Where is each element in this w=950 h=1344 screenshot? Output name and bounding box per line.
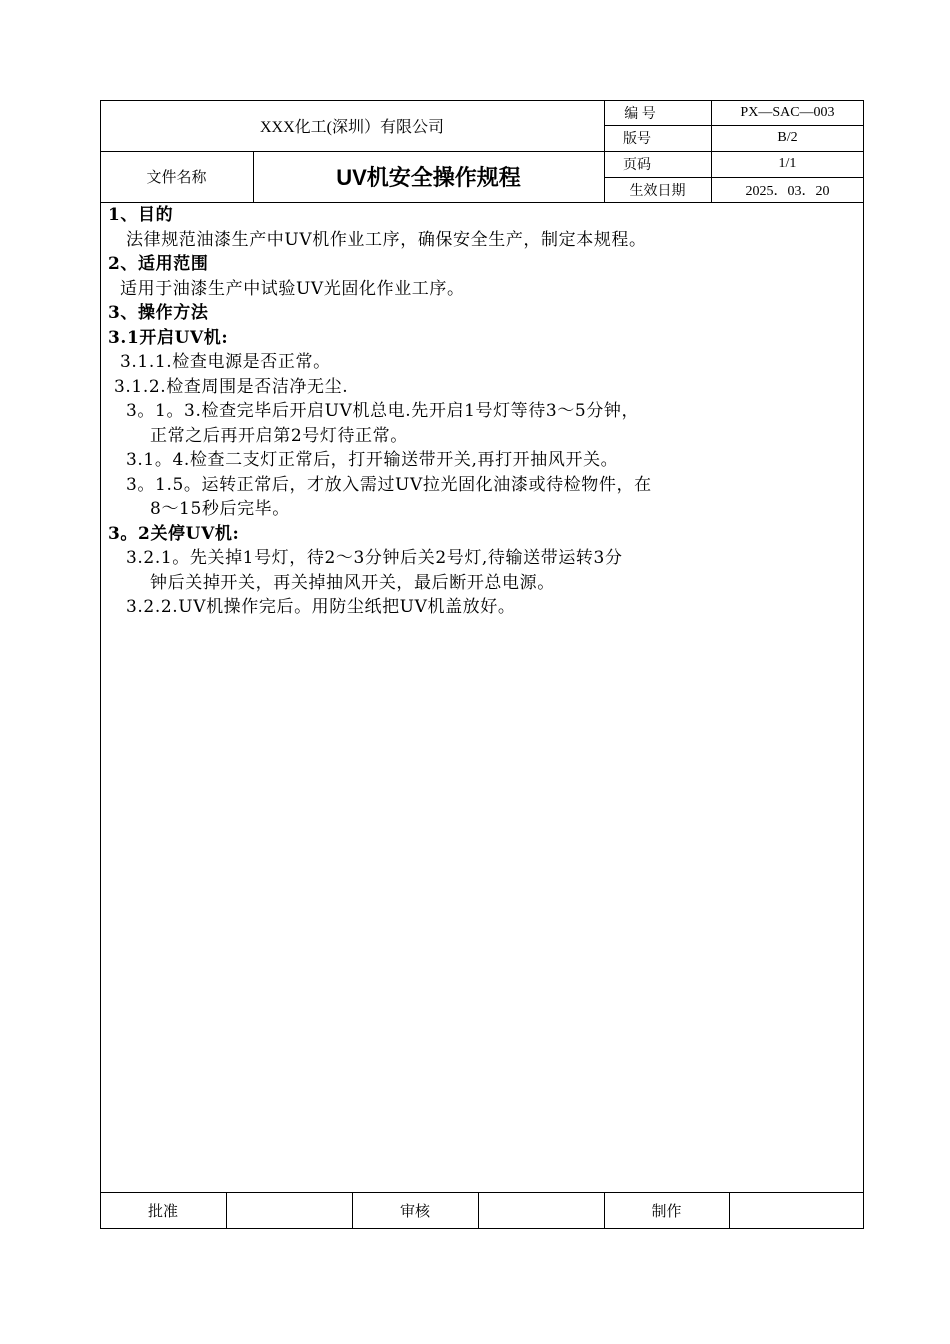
body-line: 8～15秒后完毕。: [108, 499, 290, 519]
review-field[interactable]: [478, 1192, 604, 1228]
body-line: 3.2.1。先关掉1号灯，待2～3分钟后关2号灯,待输送带运转3分: [108, 548, 623, 568]
body-line: 正常之后再开启第2号灯待正常。: [108, 425, 408, 446]
section-heading-scope: 2、适用范围: [108, 254, 209, 274]
version-label: 版号: [623, 132, 651, 147]
version-value: B/2: [777, 130, 798, 145]
doc-number-label: 编 号: [624, 106, 656, 122]
body-line: 3.1。4.检查二支灯正常后，打开输送带开关,再打开抽风开关。: [108, 450, 619, 470]
body-line: 法律规范油漆生产中UV机作业工序，确保安全生产，制定本规程。: [108, 229, 647, 250]
page-label: 页码: [623, 158, 651, 173]
company-name: XXX化工(深圳）有限公司: [260, 119, 444, 136]
body-line: 3.1.2.检查周围是否洁净无尘.: [108, 376, 349, 397]
prepare-field[interactable]: [729, 1192, 864, 1228]
approve-field[interactable]: [226, 1192, 352, 1228]
subsection-heading-start: 3.1开启UV机:: [108, 327, 229, 348]
body-line: 3.2.2.UV机操作完后。用防尘纸把UV机盖放好。: [108, 597, 516, 617]
section-heading-purpose: 1、目的: [108, 205, 174, 225]
document-body: [108, 203, 858, 620]
effective-date-label: 生效日期: [629, 183, 686, 199]
document-title: UV机安全操作规程: [336, 165, 521, 190]
doc-name-label: 文件名称: [146, 168, 207, 186]
review-label: 审核: [399, 1201, 430, 1220]
body-line: 3。1。3.检查完毕后开启UV机总电.先开启1号灯等待3～5分钟，: [108, 401, 640, 421]
page-value: 1/1: [778, 156, 797, 171]
body-line: 适用于油漆生产中试验UV光固化作业工序。: [108, 278, 465, 299]
body-line: 3。1.5。运转正常后，才放入需过UV拉光固化油漆或待检物件，在: [108, 474, 652, 495]
section-heading-method: 3、操作方法: [108, 303, 209, 323]
prepare-label: 制作: [651, 1201, 682, 1220]
approve-label: 批准: [147, 1201, 178, 1220]
effective-date-value: 2025．03．20: [745, 183, 830, 199]
doc-number-value: PX—SAC—003: [740, 104, 835, 120]
body-line: 3.1.1.检查电源是否正常。: [108, 352, 331, 372]
body-line: 钟后关掉开关，再关掉抽风开关，最后断开总电源。: [108, 572, 555, 593]
subsection-heading-stop: 3。2关停UV机:: [108, 523, 240, 544]
